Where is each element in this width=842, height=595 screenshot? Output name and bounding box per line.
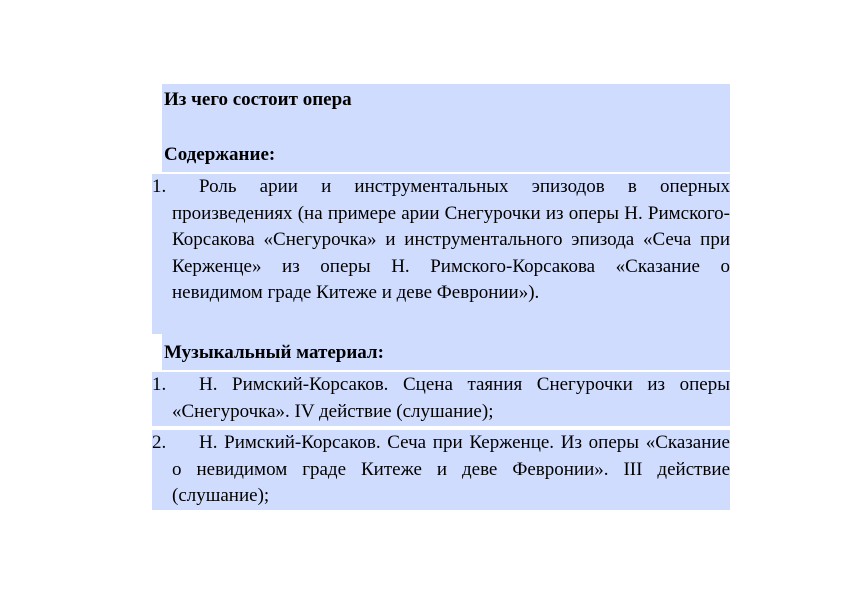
list-item-text: Н. Римский-Корсаков. Сцена таяния Снегурочки из оперы «Снегурочка». IV действие (слушание);: [172, 374, 730, 422]
page-title: Из чего состоит опера: [164, 89, 352, 110]
list-item-text: Роль арии и инструментальных эпизодов в оперных произведениях (на примере арии Снегурочки из оперы Н. Римского-Корсакова «Снегурочка» и инструментального эпизода «Сеча при Керженце» из оперы Н. Римского-Корсакова «Сказание о невидимом граде Китеже и деве Февронии»).: [172, 176, 730, 303]
material-heading: Музыкальный материал:: [164, 342, 384, 363]
content-heading: Содержание:: [164, 144, 276, 165]
material-list-item: [152, 372, 730, 426]
content-list-item: [152, 174, 730, 334]
title-block: [162, 84, 730, 172]
material-heading-block: [162, 334, 730, 370]
list-number: 1.: [152, 374, 167, 395]
list-item-text: Н. Римский-Корсаков. Сеча при Керженце. Из оперы «Сказание о невидимом граде Китеже и деве Февронии». III действие (слушание);: [172, 432, 730, 506]
material-list-item: [152, 430, 730, 510]
list-number: 2.: [152, 432, 167, 453]
list-number: 1.: [152, 176, 167, 197]
